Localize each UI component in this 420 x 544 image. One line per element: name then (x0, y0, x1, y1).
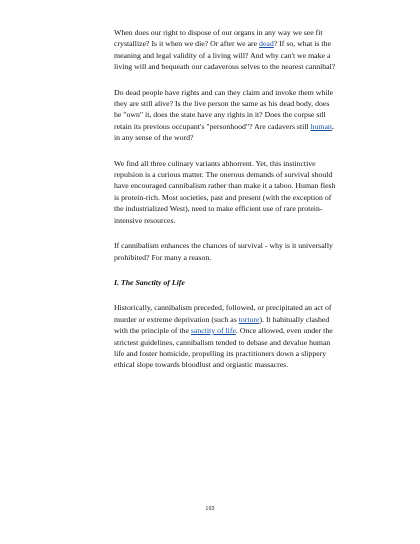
page-number: 193 (205, 506, 215, 512)
paragraph (114, 240, 338, 263)
paragraphs-block (114, 27, 338, 263)
paragraph-text: Do dead people have rights and can they claim and invoke them while they are still alive? Is the live person the same as his dead body, does he "own" it, does the state have any rights in it? Does the corpse stll retain its previous occupant's "personhood"? Are cadavers still (114, 87, 334, 131)
paragraph-text: ). It habitually clashed with the principle of the (114, 314, 330, 336)
paragraph-text: , in any sense of the word? (114, 121, 334, 143)
paragraph-text: If cannibalism enhances the chances of survival - why is it universally prohibited? For many a reason. (114, 241, 333, 262)
inline-link[interactable]: torture (238, 314, 260, 324)
paragraph (114, 27, 338, 73)
paragraph-text: . Once allowed, even under the strictest guidelines, cannibalism tended to debase and devalue human life and foster homicide, propelling its practitioners down a slippery ethical slope towards bloodlust and orgiastic massacres. (114, 326, 333, 370)
inline-link[interactable]: human (310, 121, 332, 131)
section-paragraphs-block (114, 302, 338, 370)
paragraph (114, 87, 338, 144)
paragraph-text: ? If so, what is the meaning and legal validity of a living will? And why can't we make a living will and bequeath our cadaverous selves to the nearest cannibal? (114, 39, 336, 72)
paragraph (114, 302, 338, 370)
inline-link[interactable]: dead (259, 39, 274, 49)
paragraph-text: When does our right to dispose of our organs in any way we see fit crystallize? Is it when we die? Or after we are (114, 28, 323, 49)
paragraph (114, 158, 338, 226)
section-heading: I. The Sanctity of Life (114, 277, 185, 287)
paragraph-text: We find all three culinary variants abhorrent. Yet, this instinctive repulsion is a curious matter. The onerous demands of survival should have encouraged cannibalism rather than make it a taboo. Human flesh is protein-rich. Most societies, past and present (with the exception of the industrialized West), need to make efficient use of rare protein-intensive resources. (114, 158, 336, 225)
page-content (114, 27, 338, 385)
inline-link[interactable]: sanctity of life (190, 326, 236, 336)
paragraph-text: Historically, cannibalism preceded, followed, or precipitated an act of murder or extreme deprivation (such as (114, 303, 332, 324)
